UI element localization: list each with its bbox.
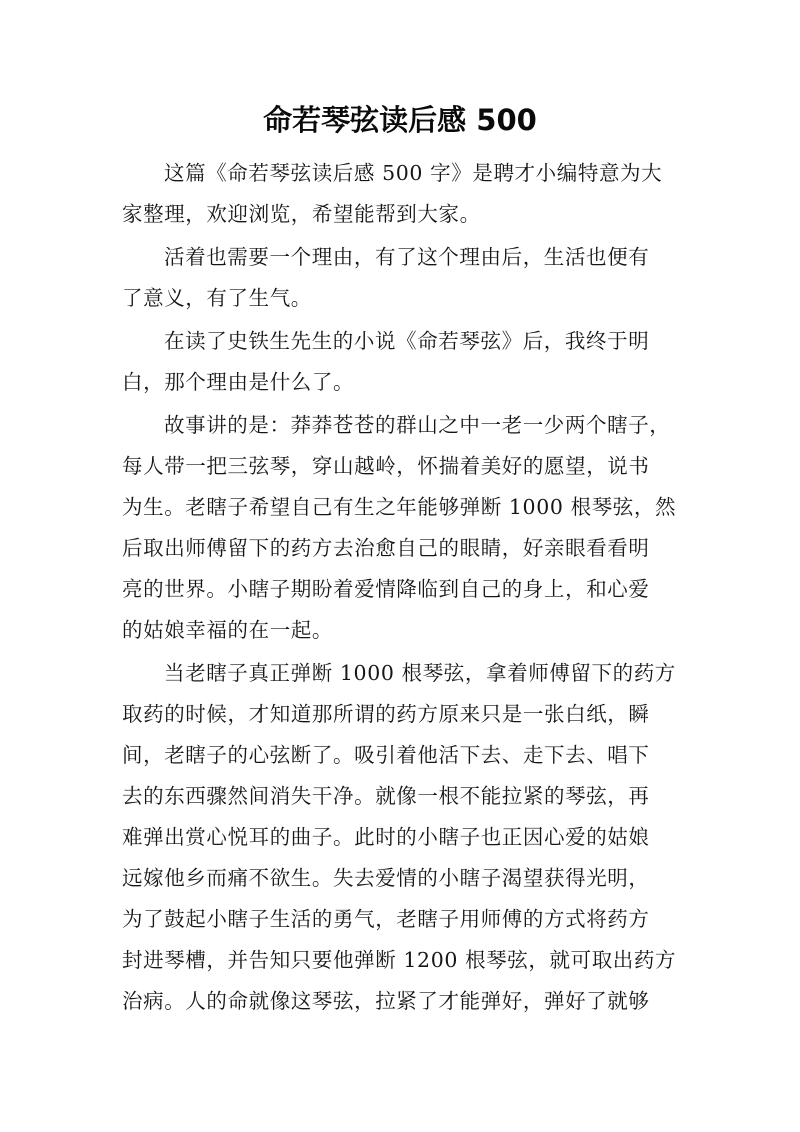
paragraph-4-line-2: 每人带一把三弦琴，穿山越岭，怀揣着美好的愿望，说书 xyxy=(122,454,650,478)
paragraph-5-line-9: 治病。人的命就像这琴弦，拉紧了才能弹好，弹好了就够 xyxy=(122,989,650,1013)
paragraph-5-line-5: 难弹出赏心悦耳的曲子。此时的小瞎子也正因心爱的姑娘 xyxy=(122,825,650,849)
document-title: 命若琴弦读后感 500 xyxy=(263,103,537,137)
paragraph-5-line-4: 去的东西骤然间消失干净。就像一根不能拉紧的琴弦，再 xyxy=(122,784,650,808)
paragraph-5-line-7: 为了鼓起小瞎子生活的勇气，老瞎子用师傅的方式将药方 xyxy=(122,907,650,931)
paragraph-4-line-6: 的姑娘幸福的在一起。 xyxy=(122,618,333,642)
paragraph-2-line-1: 活着也需要一个理由，有了这个理由后，生活也便有 xyxy=(164,245,650,269)
paragraph-5-line-3: 间，老瞎子的心弦断了。吸引着他活下去、走下去、唱下 xyxy=(122,743,650,767)
paragraph-3-line-2: 白，那个理由是什么了。 xyxy=(122,370,355,394)
paragraph-5-line-2: 取药的时候，才知道那所谓的药方原来只是一张白纸，瞬 xyxy=(122,702,650,726)
paragraph-5-line-6: 远嫁他乡而痛不欲生。失去爱情的小瞎子渴望获得光明， xyxy=(122,866,650,890)
paragraph-4-line-4: 后取出师傅留下的药方去治愈自己的眼睛，好亲眼看看明 xyxy=(122,536,650,560)
paragraph-1-line-2: 家整理，欢迎浏览，希望能帮到大家。 xyxy=(122,202,481,226)
paragraph-1-line-1: 这篇《命若琴弦读后感 500 字》是聘才小编特意为大 xyxy=(164,161,663,185)
paragraph-4-line-3: 为生。老瞎子希望自己有生之年能够弹断 1000 根琴弦，然 xyxy=(122,495,677,519)
paragraph-4-line-5: 亮的世界。小瞎子期盼着爱情降临到自己的身上，和心爱 xyxy=(122,577,650,601)
paragraph-5-line-8: 封进琴槽，并告知只要他弹断 1200 根琴弦，就可取出药方 xyxy=(122,948,677,972)
paragraph-4-line-1: 故事讲的是：莽莽苍苍的群山之中一老一少两个瞎子， xyxy=(164,413,671,437)
paragraph-5-line-1: 当老瞎子真正弹断 1000 根琴弦，拿着师傅留下的药方 xyxy=(164,661,676,685)
paragraph-2-line-2: 了意义，有了生气。 xyxy=(122,286,312,310)
paragraph-3-line-1: 在读了史铁生先生的小说《命若琴弦》后，我终于明 xyxy=(164,329,650,353)
